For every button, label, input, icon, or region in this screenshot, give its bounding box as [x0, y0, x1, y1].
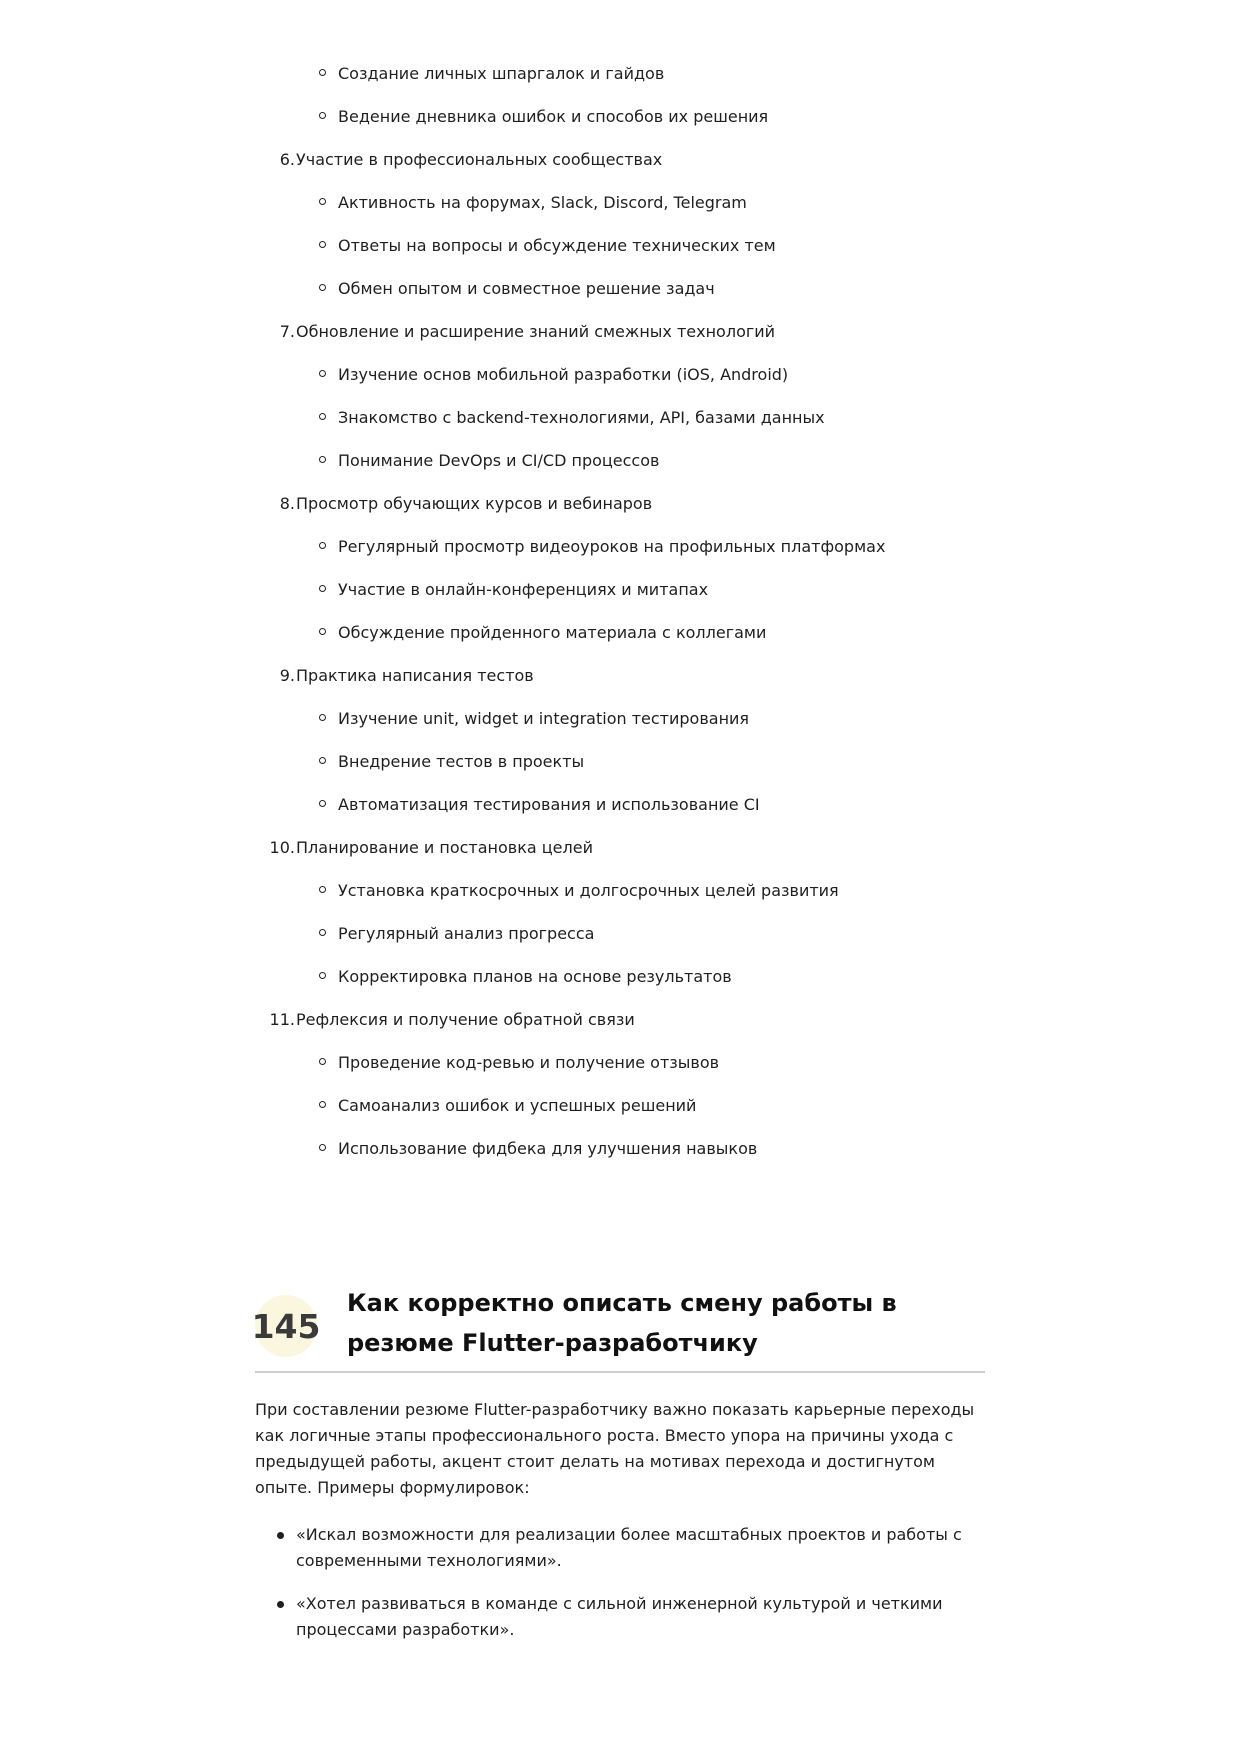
circle-bullet-icon	[319, 714, 326, 721]
list-item-text: Установка краткосрочных и долгосрочных целей развития	[338, 881, 839, 900]
list-item-text: Рефлексия и получение обратной связи	[296, 1010, 635, 1029]
list-item-text: Практика написания тестов	[296, 666, 534, 685]
circle-bullet-icon	[319, 757, 326, 764]
circle-bullet-icon	[319, 284, 326, 291]
circle-bullet-icon	[319, 241, 326, 248]
sub-list-item	[0, 396, 1239, 439]
list-item-text: Участие в профессиональных сообществах	[296, 150, 663, 169]
bullet-icon	[277, 1532, 284, 1539]
list-item	[255, 1591, 985, 1643]
circle-bullet-icon	[319, 542, 326, 549]
circle-bullet-icon	[319, 370, 326, 377]
list-item-text: Просмотр обучающих курсов и вебинаров	[296, 494, 653, 513]
circle-bullet-icon	[319, 1058, 326, 1065]
sub-list-item	[0, 95, 1239, 138]
intro-paragraph: При составлении резюме Flutter-разработчику важно показать карьерные переходы как логичные этапы профессионального роста. Вместо упора на причины ухода с предыдущей работы, акцент стоит делать на мотивах перехода и достигнутом опыте. Примеры формулировок:	[255, 1400, 975, 1497]
sub-list-item	[0, 955, 1239, 998]
circle-bullet-icon	[319, 112, 326, 119]
sub-list-item	[0, 439, 1239, 482]
circle-bullet-icon	[319, 585, 326, 592]
list-item-text: Автоматизация тестирования и использование CI	[338, 795, 760, 814]
circle-bullet-icon	[319, 628, 326, 635]
numbered-list-item	[0, 826, 1239, 869]
list-item-text: Регулярный просмотр видеоуроков на профильных платформах	[338, 537, 886, 556]
circle-bullet-icon	[319, 69, 326, 76]
list-item-text: Регулярный анализ прогресса	[338, 924, 595, 943]
sub-list-item	[0, 181, 1239, 224]
list-item-text: Знакомство с backend-технологиями, API, базами данных	[338, 408, 825, 427]
sub-list-item	[0, 1084, 1239, 1127]
sub-list-item	[0, 697, 1239, 740]
sub-list-item	[0, 353, 1239, 396]
circle-bullet-icon	[319, 800, 326, 807]
circle-bullet-icon	[319, 929, 326, 936]
list-item-text: Внедрение тестов в проекты	[338, 752, 585, 771]
quote-text: «Хотел развиваться в команде с сильной инженерной культурой и четкими процессами разработки».	[296, 1594, 943, 1639]
list-item-text: Ответы на вопросы и обсуждение технических тем	[338, 236, 776, 255]
sub-list-item	[0, 1041, 1239, 1084]
section-divider	[255, 1371, 985, 1373]
list-item-text: Обмен опытом и совместное решение задач	[338, 279, 715, 298]
quote-text: «Искал возможности для реализации более масштабных проектов и работы с современными технологиями».	[296, 1525, 962, 1570]
circle-bullet-icon	[319, 1144, 326, 1151]
list-item-text: Участие в онлайн-конференциях и митапах	[338, 580, 709, 599]
numbered-list-item	[0, 138, 1239, 181]
list-number: 10.	[269, 838, 295, 857]
list-number: 11.	[269, 1010, 295, 1029]
list-item-text: Изучение unit, widget и integration тестирования	[338, 709, 750, 728]
quote-list	[255, 1522, 985, 1660]
circle-bullet-icon	[319, 198, 326, 205]
list-item-text: Понимание DevOps и CI/CD процессов	[338, 451, 660, 470]
list-item-text: Обсуждение пройденного материала с коллегами	[338, 623, 767, 642]
list-item-text: Ведение дневника ошибок и способов их решения	[338, 107, 769, 126]
list-number: 7.	[279, 322, 295, 341]
list-number: 6.	[279, 150, 295, 169]
list-item-text: Планирование и постановка целей	[296, 838, 593, 857]
list-item-text: Активность на форумах, Slack, Discord, Telegram	[338, 193, 747, 212]
sub-list-item	[0, 1127, 1239, 1170]
outline-list	[0, 52, 1239, 1170]
numbered-list-item	[0, 310, 1239, 353]
numbered-list-item	[0, 654, 1239, 697]
sub-list-item	[0, 267, 1239, 310]
bullet-icon	[277, 1601, 284, 1608]
sub-list-item	[0, 611, 1239, 654]
list-item-text: Обновление и расширение знаний смежных технологий	[296, 322, 776, 341]
sub-list-item	[0, 740, 1239, 783]
list-item-text: Самоанализ ошибок и успешных решений	[338, 1096, 697, 1115]
list-item-text: Использование фидбека для улучшения навыков	[338, 1139, 758, 1158]
numbered-list-item	[0, 482, 1239, 525]
circle-bullet-icon	[319, 886, 326, 893]
list-item	[255, 1522, 985, 1574]
list-item-text: Создание личных шпаргалок и гайдов	[338, 64, 665, 83]
sub-list-item	[0, 912, 1239, 955]
sub-list-item	[0, 52, 1239, 95]
sub-list-item	[0, 224, 1239, 267]
list-item-text: Изучение основ мобильной разработки (iOS, Android)	[338, 365, 789, 384]
numbered-list-item	[0, 998, 1239, 1041]
circle-bullet-icon	[319, 456, 326, 463]
list-item-text: Проведение код-ревью и получение отзывов	[338, 1053, 720, 1072]
list-number: 9.	[279, 666, 295, 685]
list-item-text: Корректировка планов на основе результатов	[338, 967, 732, 986]
sub-list-item	[0, 568, 1239, 611]
sub-list-item	[0, 525, 1239, 568]
sub-list-item	[0, 869, 1239, 912]
list-number: 8.	[279, 494, 295, 513]
section-number-badge: 145	[255, 1295, 317, 1357]
circle-bullet-icon	[319, 413, 326, 420]
sub-list-item	[0, 783, 1239, 826]
circle-bullet-icon	[319, 1101, 326, 1108]
section-title: Как корректно описать смену работы в резюме Flutter-разработчику	[347, 1289, 897, 1357]
circle-bullet-icon	[319, 972, 326, 979]
